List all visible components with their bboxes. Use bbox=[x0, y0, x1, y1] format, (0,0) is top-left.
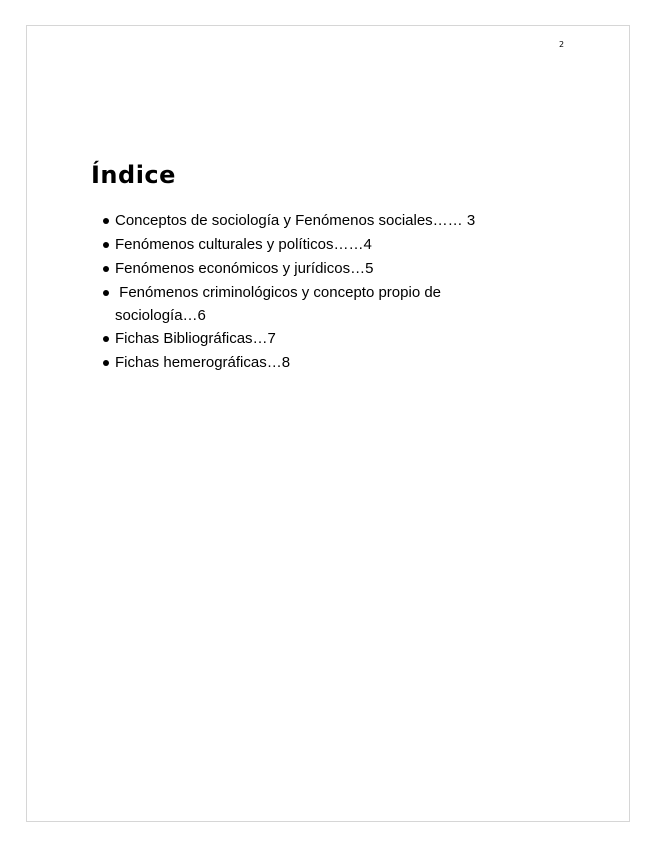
page-number: 2 bbox=[559, 40, 565, 49]
toc-item-label: Fichas Bibliográficas…7 bbox=[115, 330, 276, 347]
document-page bbox=[26, 25, 630, 822]
toc-item bbox=[115, 257, 575, 281]
table-of-contents bbox=[115, 209, 575, 375]
bullet-icon bbox=[103, 290, 109, 296]
bullet-icon bbox=[103, 336, 109, 342]
index-heading: Índice bbox=[91, 161, 176, 189]
toc-item bbox=[115, 351, 575, 375]
toc-item bbox=[115, 233, 575, 257]
bullet-icon bbox=[103, 266, 109, 272]
toc-item-label: Fichas hemerográficas…8 bbox=[115, 354, 291, 371]
bullet-icon bbox=[103, 242, 109, 248]
toc-item-label: Fenómenos económicos y jurídicos…5 bbox=[115, 260, 374, 277]
bullet-icon bbox=[103, 360, 109, 366]
toc-item bbox=[115, 281, 575, 327]
bullet-icon bbox=[103, 218, 109, 224]
toc-item bbox=[115, 209, 575, 233]
toc-item-label: Fenómenos criminológicos y concepto propio de sociología…6 bbox=[115, 284, 446, 324]
toc-item-label: Fenómenos culturales y políticos……4 bbox=[115, 236, 372, 253]
toc-item bbox=[115, 327, 575, 351]
toc-item-label: Conceptos de sociología y Fenómenos sociales…… 3 bbox=[115, 212, 476, 229]
